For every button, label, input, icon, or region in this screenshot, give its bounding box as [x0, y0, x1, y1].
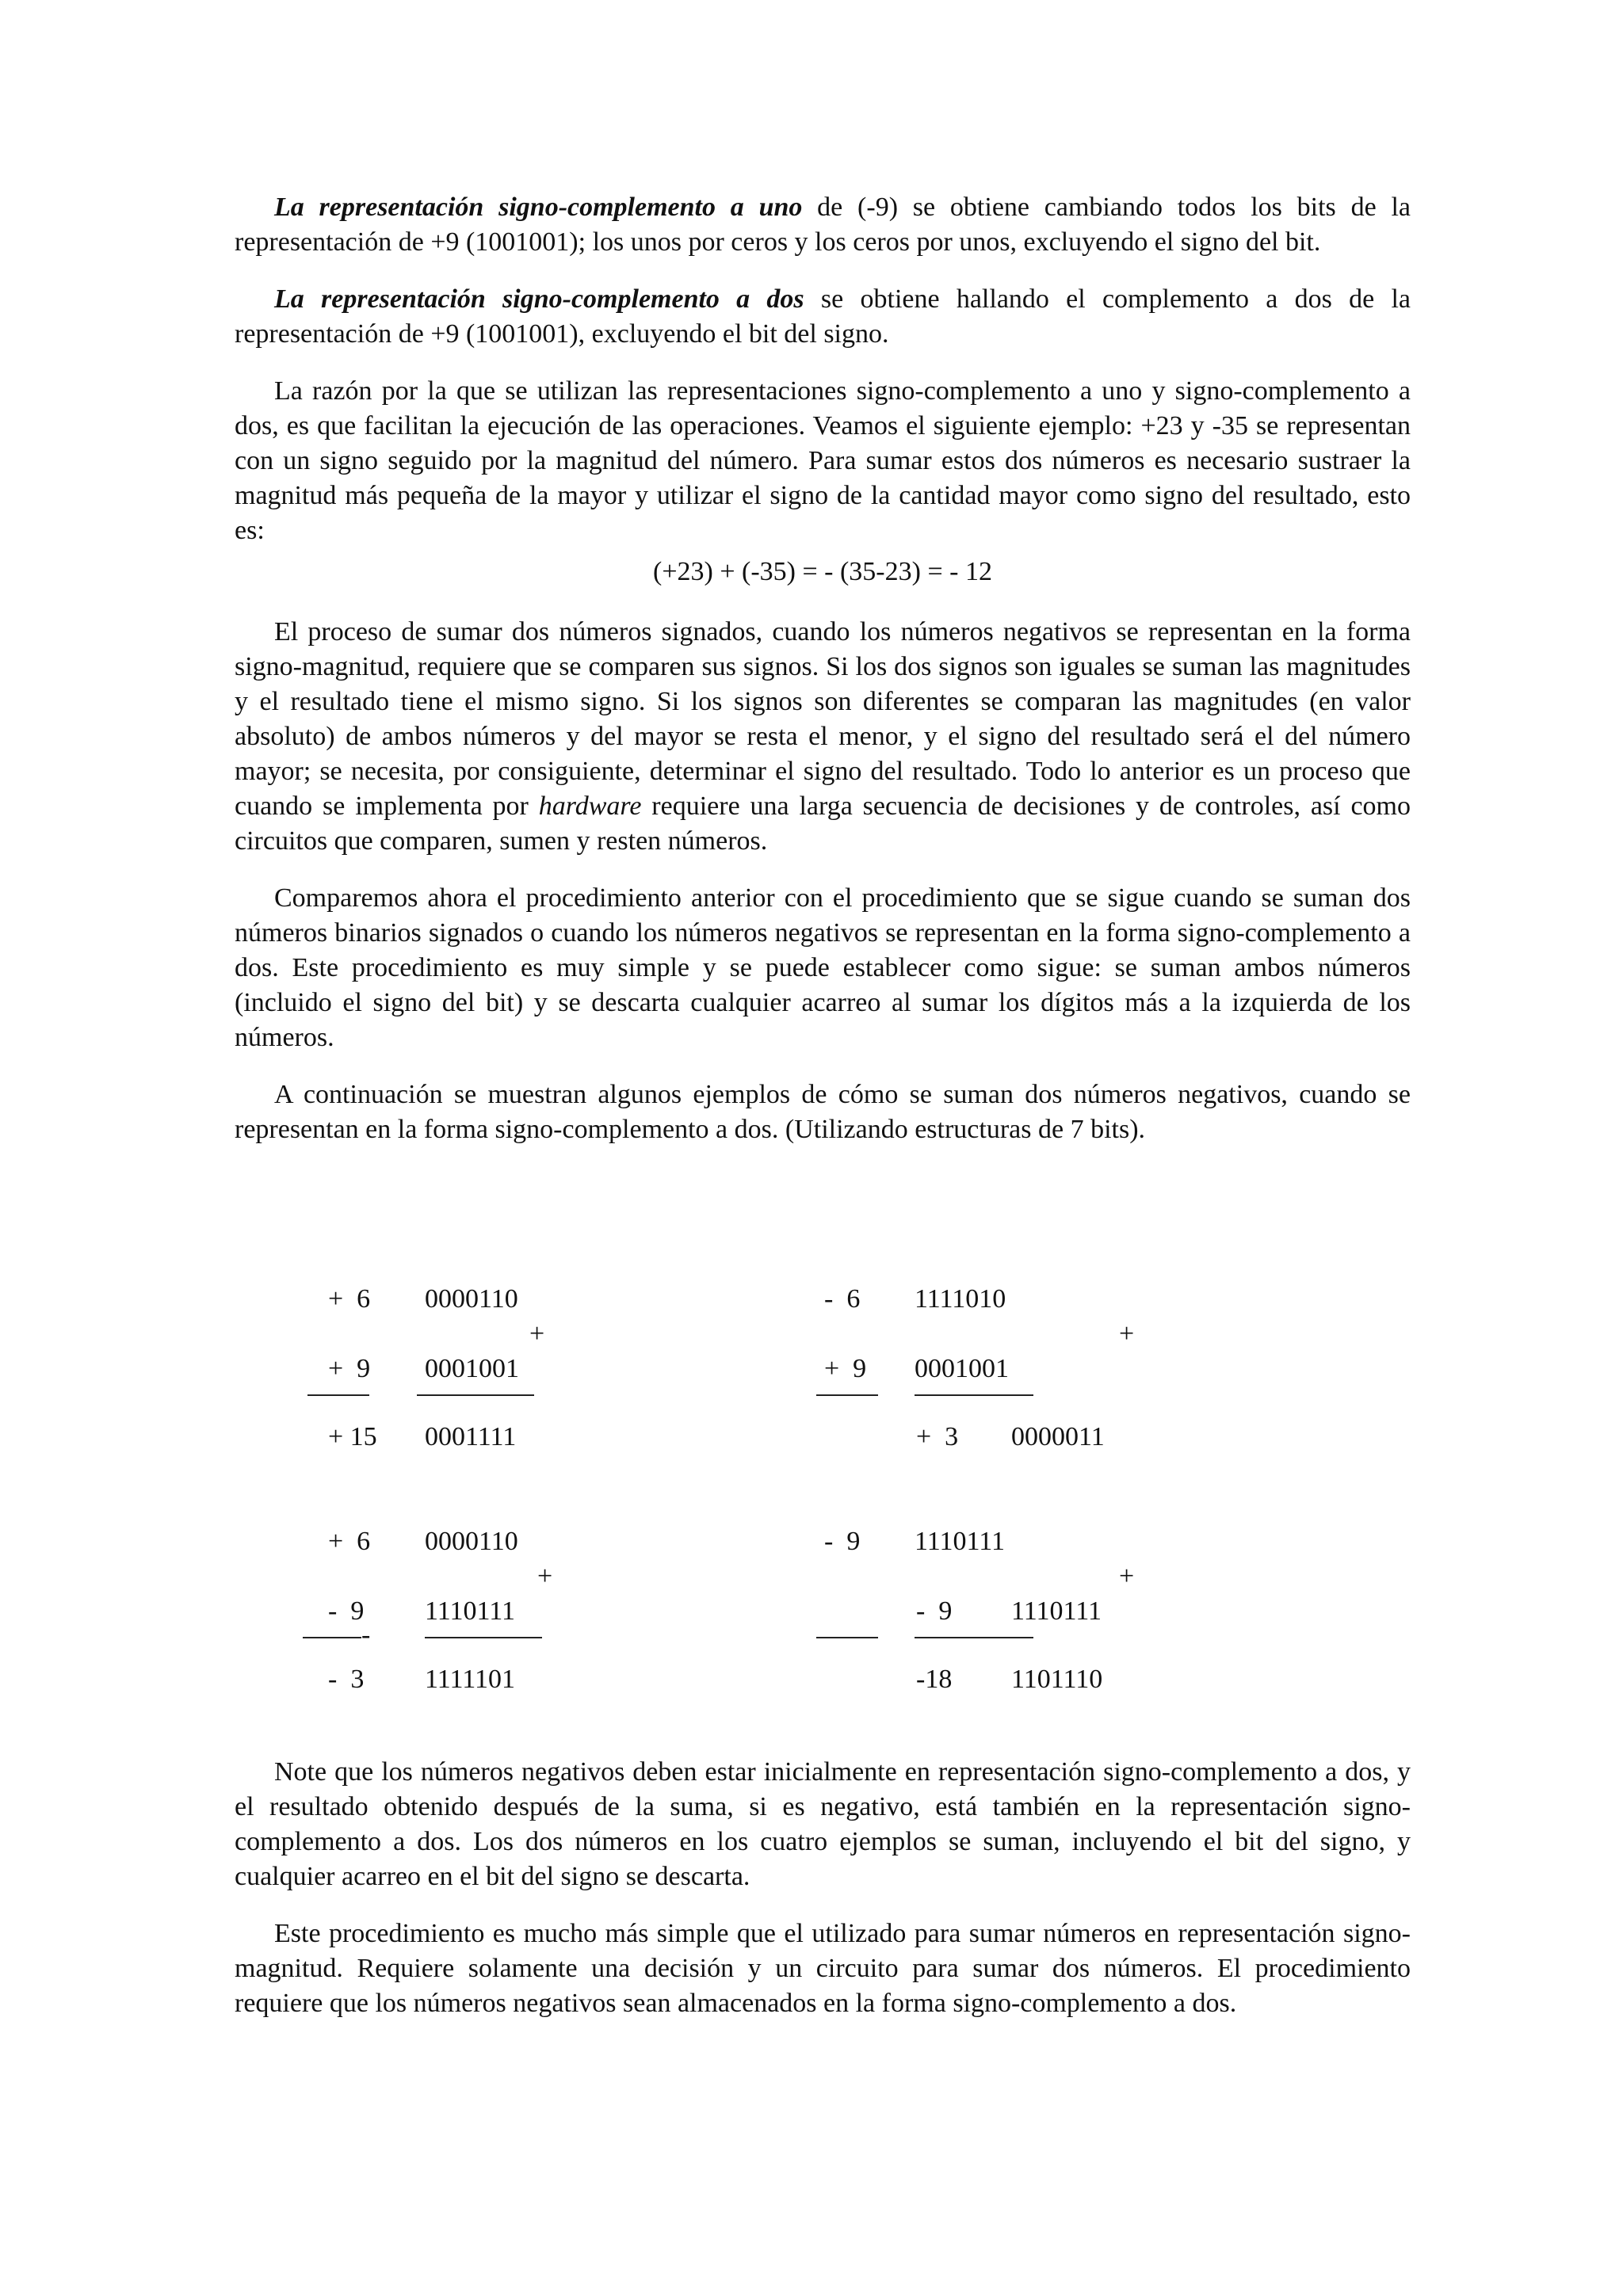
- operand-b-binary: 1110111: [425, 1596, 515, 1626]
- operand-b-binary: 0001001: [915, 1354, 1009, 1383]
- result-binary: 0000011: [1011, 1422, 1105, 1451]
- rule-tail-minus: -: [361, 1620, 371, 1650]
- operand-b-binary: 0001001: [425, 1354, 519, 1383]
- paragraph-ejemplos-intro: A continuación se muestran algunos ejemplos de cómo se suman dos números negativos, cuando se representan en la forma signo-complemento a dos. (Utilizando estructuras de 7 bits).: [235, 1080, 1411, 1144]
- paragraph-text: El proceso de sumar dos números signados, cuando los números negativos se representan en la forma signo-magnitud, requiere que se comparen sus signos. Si los dos signos son iguales se suman las magnitudes y el resultado tiene el mismo signo. Si los signos son diferentes se comparan las magnitudes (en valor absoluto) de ambos números y del mayor se resta el menor, y el signo del resultado será el del número mayor; se necesita, por consiguiente, determinar el signo del resultado. Todo lo anterior es un proceso que cuando se implementa por: [235, 617, 1411, 821]
- operand-b-decimal: - 9: [916, 1596, 953, 1626]
- result-decimal: - 3: [328, 1665, 365, 1694]
- sum-rule: [816, 1637, 878, 1638]
- sum-rule: [915, 1637, 1033, 1638]
- closing-section: [235, 1755, 1411, 2043]
- plus-sign: +: [529, 1319, 545, 1348]
- result-decimal: + 15: [328, 1422, 377, 1451]
- document-page: [235, 190, 1411, 2018]
- example-sum: [235, 1283, 1411, 1489]
- operand-a-binary: 0000110: [425, 1527, 518, 1556]
- addition-examples: [235, 1283, 1411, 1695]
- paragraph-complemento-uno: [235, 190, 1411, 260]
- example-sum: [235, 1526, 1411, 1732]
- term-complemento-dos: La representación signo-complemento a dos: [274, 284, 804, 314]
- result-decimal: -18: [916, 1665, 953, 1694]
- paragraph-text: se obtiene hallando el complemento a dos de la representación de +9 (1001001), excluyendo el bit del signo.: [235, 284, 1411, 349]
- paragraph-proceso-signo-magnitud: [235, 615, 1411, 859]
- operand-a-decimal: + 6: [328, 1284, 371, 1314]
- operand-a-decimal: + 6: [328, 1527, 371, 1556]
- result-binary: 1111101: [425, 1665, 515, 1694]
- paragraph-complemento-dos: [235, 282, 1411, 352]
- operand-a-decimal: - 9: [824, 1527, 861, 1556]
- plus-sign: +: [1119, 1319, 1135, 1348]
- term-hardware: hardware: [538, 791, 642, 821]
- term-complemento-uno: La representación signo-complemento a uno: [274, 193, 803, 222]
- result-binary: 0001111: [425, 1422, 517, 1451]
- sum-rule: [816, 1394, 878, 1396]
- formula-example: (+23) + (-35) = - (35-23) = - 12: [653, 557, 992, 586]
- paragraph-conclusion: Este procedimiento es mucho más simple que el utilizado para sumar números en representación signo-magnitud. Requiere solamente una decisión y un circuito para sumar dos números. El procedimiento requiere que los números negativos sean almacenados en la forma signo-complemento a dos.: [235, 1919, 1411, 2018]
- operand-b-decimal: + 9: [328, 1354, 371, 1383]
- paragraph-text: de (-9) se obtiene cambiando todos los bits de la representación de +9 (1001001); los unos por ceros y los ceros por unos, excluyendo el signo del bit.: [235, 193, 1411, 257]
- paragraph-text: requiere una larga secuencia de decisiones y de controles, así como circuitos que comparen, sumen y resten números.: [235, 791, 1411, 856]
- operand-a-decimal: - 6: [824, 1284, 861, 1314]
- plus-sign: +: [1119, 1562, 1135, 1591]
- operand-a-binary: 0000110: [425, 1284, 518, 1314]
- operand-a-binary: 1110111: [915, 1527, 1005, 1556]
- operand-b-decimal: - 9: [328, 1596, 365, 1626]
- paragraph-razon: La razón por la que se utilizan las representaciones signo-complemento a uno y signo-complemento a dos, es que facilitan la ejecución de las operaciones. Veamos el siguiente ejemplo: +23 y -35 se representan con un signo seguido por la magnitud del número. Para sumar estos dos números es necesario sustraer la magnitud más pequeña de la mayor y utilizar el signo de la cantidad mayor como signo del resultado, esto es:: [235, 376, 1411, 545]
- operand-b-binary: 1110111: [1011, 1596, 1102, 1626]
- plus-sign: +: [537, 1562, 553, 1591]
- sum-rule: [915, 1394, 1033, 1396]
- operand-a-binary: 1111010: [915, 1284, 1006, 1314]
- result-decimal: + 3: [916, 1422, 959, 1451]
- paragraph-comparemos: Comparemos ahora el procedimiento anterior con el procedimiento que se sigue cuando se suman dos números binarios signados o cuando los números negativos se representan en la forma signo-complemento a dos. Este procedimiento es muy simple y se puede establecer como sigue: se suman ambos números (incluido el signo del bit) y se descarta cualquier acarreo al sumar los dígitos más a la izquierda de los números.: [235, 883, 1411, 1052]
- result-binary: 1101110: [1011, 1665, 1103, 1694]
- operand-b-decimal: + 9: [824, 1354, 867, 1383]
- paragraph-note: Note que los números negativos deben estar inicialmente en representación signo-complemento a dos, y el resultado obtenido después de la suma, si es negativo, está también en la representación signo-complemento a dos. Los dos números en los cuatro ejemplos se suman, incluyendo el bit del signo, y cualquier acarreo en el bit del signo se descarta.: [235, 1757, 1411, 1891]
